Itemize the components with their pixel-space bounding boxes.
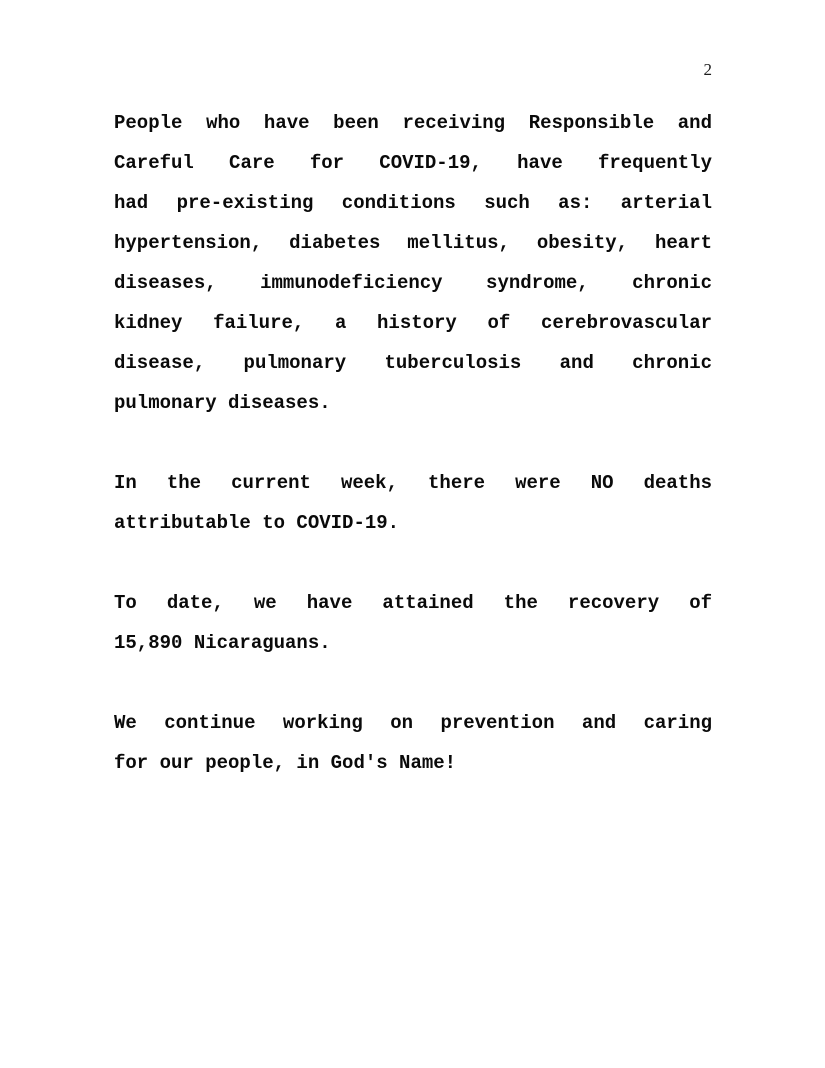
text-line: attributable to COVID-19.	[114, 512, 400, 534]
text-line: kidney failure, a history of cerebrovascular	[114, 312, 712, 334]
paragraph-no-deaths	[114, 463, 712, 543]
text-line: pulmonary diseases.	[114, 392, 331, 414]
text-line: In the current week, there were NO deaths	[114, 472, 712, 494]
text-line: People who have been receiving Responsible and	[114, 112, 712, 134]
text-line: Careful Care for COVID-19, have frequently	[114, 152, 712, 174]
paragraph-recoveries	[114, 583, 712, 663]
paragraph-closing	[114, 703, 712, 783]
text-line: 15,890 Nicaraguans.	[114, 632, 331, 654]
text-line: had pre-existing conditions such as: arterial	[114, 192, 712, 214]
text-line: for our people, in God's Name!	[114, 752, 457, 774]
page-number: 2	[703, 60, 712, 79]
document-body	[114, 103, 712, 823]
text-line: hypertension, diabetes mellitus, obesity, heart	[114, 232, 712, 254]
paragraph-preexisting-conditions	[114, 103, 712, 423]
text-line: To date, we have attained the recovery of	[114, 592, 712, 614]
text-line: disease, pulmonary tuberculosis and chronic	[114, 352, 712, 374]
text-line: We continue working on prevention and caring	[114, 712, 712, 734]
text-line: diseases, immunodeficiency syndrome, chronic	[114, 272, 712, 294]
